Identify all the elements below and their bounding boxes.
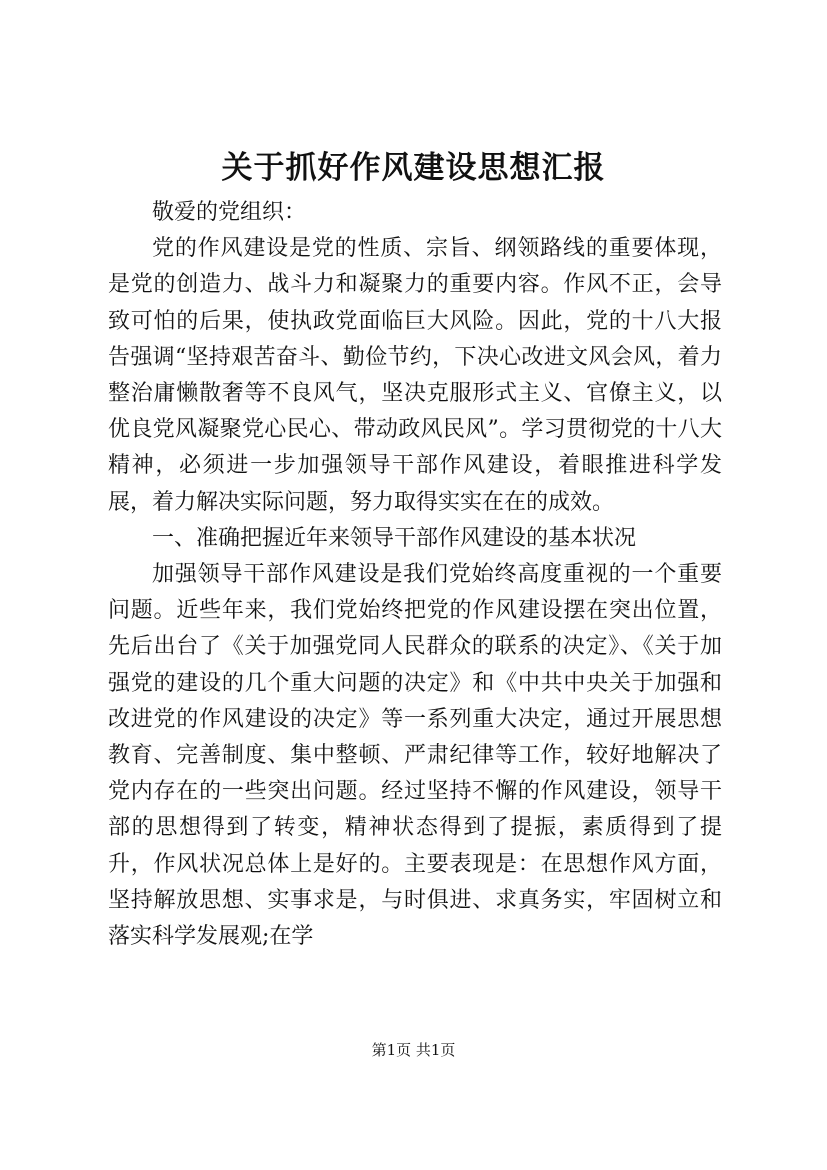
document-body xyxy=(108,195,722,955)
salutation: 敬爱的党组织： xyxy=(152,200,307,225)
section-heading: 一、准确把握近年来领导干部作风建设的基本状况 xyxy=(152,525,637,551)
paragraph-section-one: 加强领导干部作风建设是我们党始终高度重视的一个重要问题。近些年来，我们党始终把党的作风建设摆在突出位置，先后出台了《关于加强党同人民群众的联系的决定》、《关于加强党的建设的几个重大问题的决定》和《中共中央关于加强和改进党的作风建设的决定》等一系列重大决定，通过开展思想教育、完善制度、集中整顿、严肃纪律等工作，较好地解决了党内存在的一些突出问题。经过坚持不懈的作风建设，领导干部的思想得到了转变，精神状态得到了提振，素质得到了提升，作风状况总体上是好的。主要表现是：在思想作风方面，坚持解放思想、实事求是，与时俱进、求真务实，牢固树立和落实科学发展观;在学 xyxy=(108,562,722,950)
page-footer: 第1页 共1页 xyxy=(371,1041,456,1059)
paragraph-intro: 党的作风建设是党的性质、宗旨、纲领路线的重要体现，是党的创造力、战斗力和凝聚力的重要内容。作风不正，会导致可怕的后果，使执政党面临巨大风险。因此，党的十八大报告强调“坚持艰苦奋斗、勤俭节约，下决心改进文风会风，着力整治庸懒散奢等不良风气，坚决克服形式主义、官僚主义，以优良党风凝聚党心民心、带动政风民风”。学习贯彻党的十八大精神，必须进一步加强领导干部作风建设，着眼推进科学发展，着力解决实际问题，努力取得实实在在的成效。 xyxy=(108,236,722,515)
document-title: 关于抓好作风建设思想汇报 xyxy=(221,150,606,186)
